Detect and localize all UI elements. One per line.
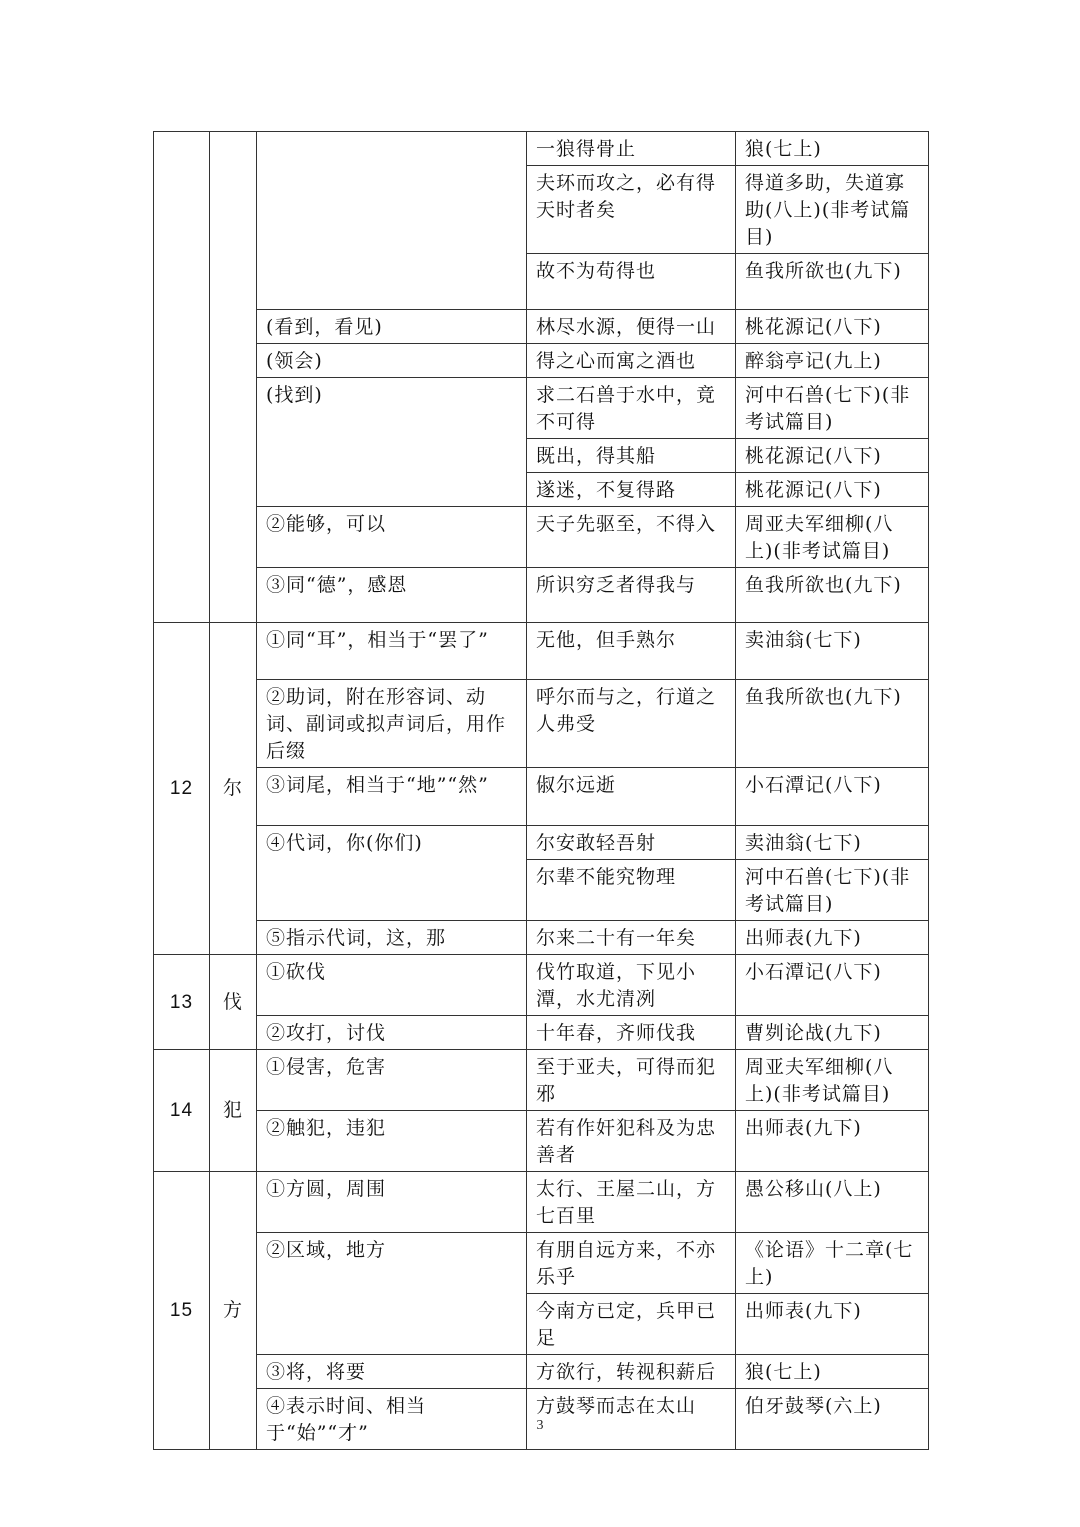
meaning-cell: ③同“德”，感恩 bbox=[257, 568, 527, 623]
source-cell: 河中石兽(七下)(非考试篇目) bbox=[736, 378, 929, 439]
example-cell: 求二石兽于水中，竟不可得 bbox=[527, 378, 736, 439]
table-row bbox=[154, 568, 929, 623]
meaning-cell: (找到) bbox=[257, 378, 527, 507]
example-cell: 尔辈不能究物理 bbox=[527, 860, 736, 921]
example-cell: 伐竹取道，下见小潭，水尤清冽 bbox=[527, 955, 736, 1016]
meaning-cell: ①砍伐 bbox=[257, 955, 527, 1016]
vocabulary-table bbox=[153, 131, 929, 1450]
source-cell: 卖油翁(七下) bbox=[736, 826, 929, 860]
example-cell: 夫环而攻之，必有得天时者矣 bbox=[527, 166, 736, 254]
page-number: 3 bbox=[536, 1418, 544, 1433]
entry-character-cell: 伐 bbox=[210, 955, 257, 1050]
meaning-cell: ②攻打，讨伐 bbox=[257, 1016, 527, 1050]
example-cell: 尔安敢轻吾射 bbox=[527, 826, 736, 860]
example-cell: 俶尔远逝 bbox=[527, 768, 736, 826]
example-cell: 得之心而寓之酒也 bbox=[527, 344, 736, 378]
meaning-cell bbox=[257, 132, 527, 310]
table-row bbox=[154, 1172, 929, 1233]
table-row bbox=[154, 826, 929, 860]
example-cell: 所识穷乏者得我与 bbox=[527, 568, 736, 623]
table-row bbox=[154, 310, 929, 344]
example-cell: 遂迷，不复得路 bbox=[527, 473, 736, 507]
example-cell: 既出，得其船 bbox=[527, 439, 736, 473]
entry-character-cell bbox=[210, 132, 257, 623]
entry-number-cell: 12 bbox=[154, 623, 210, 955]
table-row bbox=[154, 680, 929, 768]
example-cell: 方鼓琴而志在太山 bbox=[527, 1389, 736, 1450]
source-cell: 卖油翁(七下) bbox=[736, 623, 929, 680]
entry-character-cell: 方 bbox=[210, 1172, 257, 1450]
entry-character-cell: 尔 bbox=[210, 623, 257, 955]
example-cell: 有朋自远方来，不亦乐乎 bbox=[527, 1233, 736, 1294]
source-cell: 出师表(九下) bbox=[736, 921, 929, 955]
source-cell: 桃花源记(八下) bbox=[736, 473, 929, 507]
meaning-cell: (领会) bbox=[257, 344, 527, 378]
meaning-cell: ②助词，附在形容词、动词、副词或拟声词后，用作后缀 bbox=[257, 680, 527, 768]
meaning-cell: ④代词，你(你们) bbox=[257, 826, 527, 921]
example-cell: 林尽水源，便得一山 bbox=[527, 310, 736, 344]
table-row bbox=[154, 132, 929, 166]
source-cell: 狼(七上) bbox=[736, 1355, 929, 1389]
meaning-cell: ③词尾，相当于“地”“然” bbox=[257, 768, 527, 826]
table-row bbox=[154, 768, 929, 826]
table-row bbox=[154, 1111, 929, 1172]
table-row bbox=[154, 1050, 929, 1111]
source-cell: 《论语》十二章(七上) bbox=[736, 1233, 929, 1294]
source-cell: 小石潭记(八下) bbox=[736, 955, 929, 1016]
meaning-cell: ⑤指示代词，这，那 bbox=[257, 921, 527, 955]
source-cell: 出师表(九下) bbox=[736, 1294, 929, 1355]
source-cell: 河中石兽(七下)(非考试篇目) bbox=[736, 860, 929, 921]
entry-number-cell: 15 bbox=[154, 1172, 210, 1450]
meaning-cell: (看到，看见) bbox=[257, 310, 527, 344]
meaning-cell: ③将，将要 bbox=[257, 1355, 527, 1389]
source-cell: 伯牙鼓琴(六上) bbox=[736, 1389, 929, 1450]
table-row bbox=[154, 623, 929, 680]
source-cell: 鱼我所欲也(九下) bbox=[736, 254, 929, 310]
table-row bbox=[154, 955, 929, 1016]
table-row bbox=[154, 921, 929, 955]
table-row bbox=[154, 378, 929, 439]
source-cell: 愚公移山(八上) bbox=[736, 1172, 929, 1233]
source-cell: 鱼我所欲也(九下) bbox=[736, 568, 929, 623]
source-cell: 醉翁亭记(九上) bbox=[736, 344, 929, 378]
source-cell: 桃花源记(八下) bbox=[736, 439, 929, 473]
table-row bbox=[154, 344, 929, 378]
table-row bbox=[154, 507, 929, 568]
meaning-cell: ④表示时间、相当于“始”“才” bbox=[257, 1389, 527, 1450]
entry-number-cell: 14 bbox=[154, 1050, 210, 1172]
source-cell: 得道多助，失道寡助(八上)(非考试篇目) bbox=[736, 166, 929, 254]
table-row bbox=[154, 1233, 929, 1294]
example-cell: 至于亚夫，可得而犯邪 bbox=[527, 1050, 736, 1111]
meaning-cell: ①同“耳”，相当于“罢了” bbox=[257, 623, 527, 680]
source-cell: 小石潭记(八下) bbox=[736, 768, 929, 826]
entry-number-cell bbox=[154, 132, 210, 623]
source-cell: 曹刿论战(九下) bbox=[736, 1016, 929, 1050]
example-cell: 十年春，齐师伐我 bbox=[527, 1016, 736, 1050]
source-cell: 狼(七上) bbox=[736, 132, 929, 166]
example-cell: 方欲行，转视积薪后 bbox=[527, 1355, 736, 1389]
entry-number-cell: 13 bbox=[154, 955, 210, 1050]
meaning-cell: ②区域，地方 bbox=[257, 1233, 527, 1355]
example-cell: 无他，但手熟尔 bbox=[527, 623, 736, 680]
meaning-cell: ①方圆，周围 bbox=[257, 1172, 527, 1233]
example-cell: 若有作奸犯科及为忠善者 bbox=[527, 1111, 736, 1172]
example-cell: 尔来二十有一年矣 bbox=[527, 921, 736, 955]
example-cell: 天子先驱至，不得入 bbox=[527, 507, 736, 568]
meaning-cell: ①侵害，危害 bbox=[257, 1050, 527, 1111]
source-cell: 桃花源记(八下) bbox=[736, 310, 929, 344]
source-cell: 鱼我所欲也(九下) bbox=[736, 680, 929, 768]
example-cell: 呼尔而与之，行道之人弗受 bbox=[527, 680, 736, 768]
meaning-cell: ②能够，可以 bbox=[257, 507, 527, 568]
meaning-cell: ②触犯，违犯 bbox=[257, 1111, 527, 1172]
example-cell: 一狼得骨止 bbox=[527, 132, 736, 166]
example-cell: 今南方已定，兵甲已足 bbox=[527, 1294, 736, 1355]
source-cell: 周亚夫军细柳(八上)(非考试篇目) bbox=[736, 507, 929, 568]
source-cell: 周亚夫军细柳(八上)(非考试篇目) bbox=[736, 1050, 929, 1111]
example-cell: 太行、王屋二山，方七百里 bbox=[527, 1172, 736, 1233]
table-row bbox=[154, 1016, 929, 1050]
source-cell: 出师表(九下) bbox=[736, 1111, 929, 1172]
example-cell: 故不为苟得也 bbox=[527, 254, 736, 310]
table-row bbox=[154, 1355, 929, 1389]
entry-character-cell: 犯 bbox=[210, 1050, 257, 1172]
